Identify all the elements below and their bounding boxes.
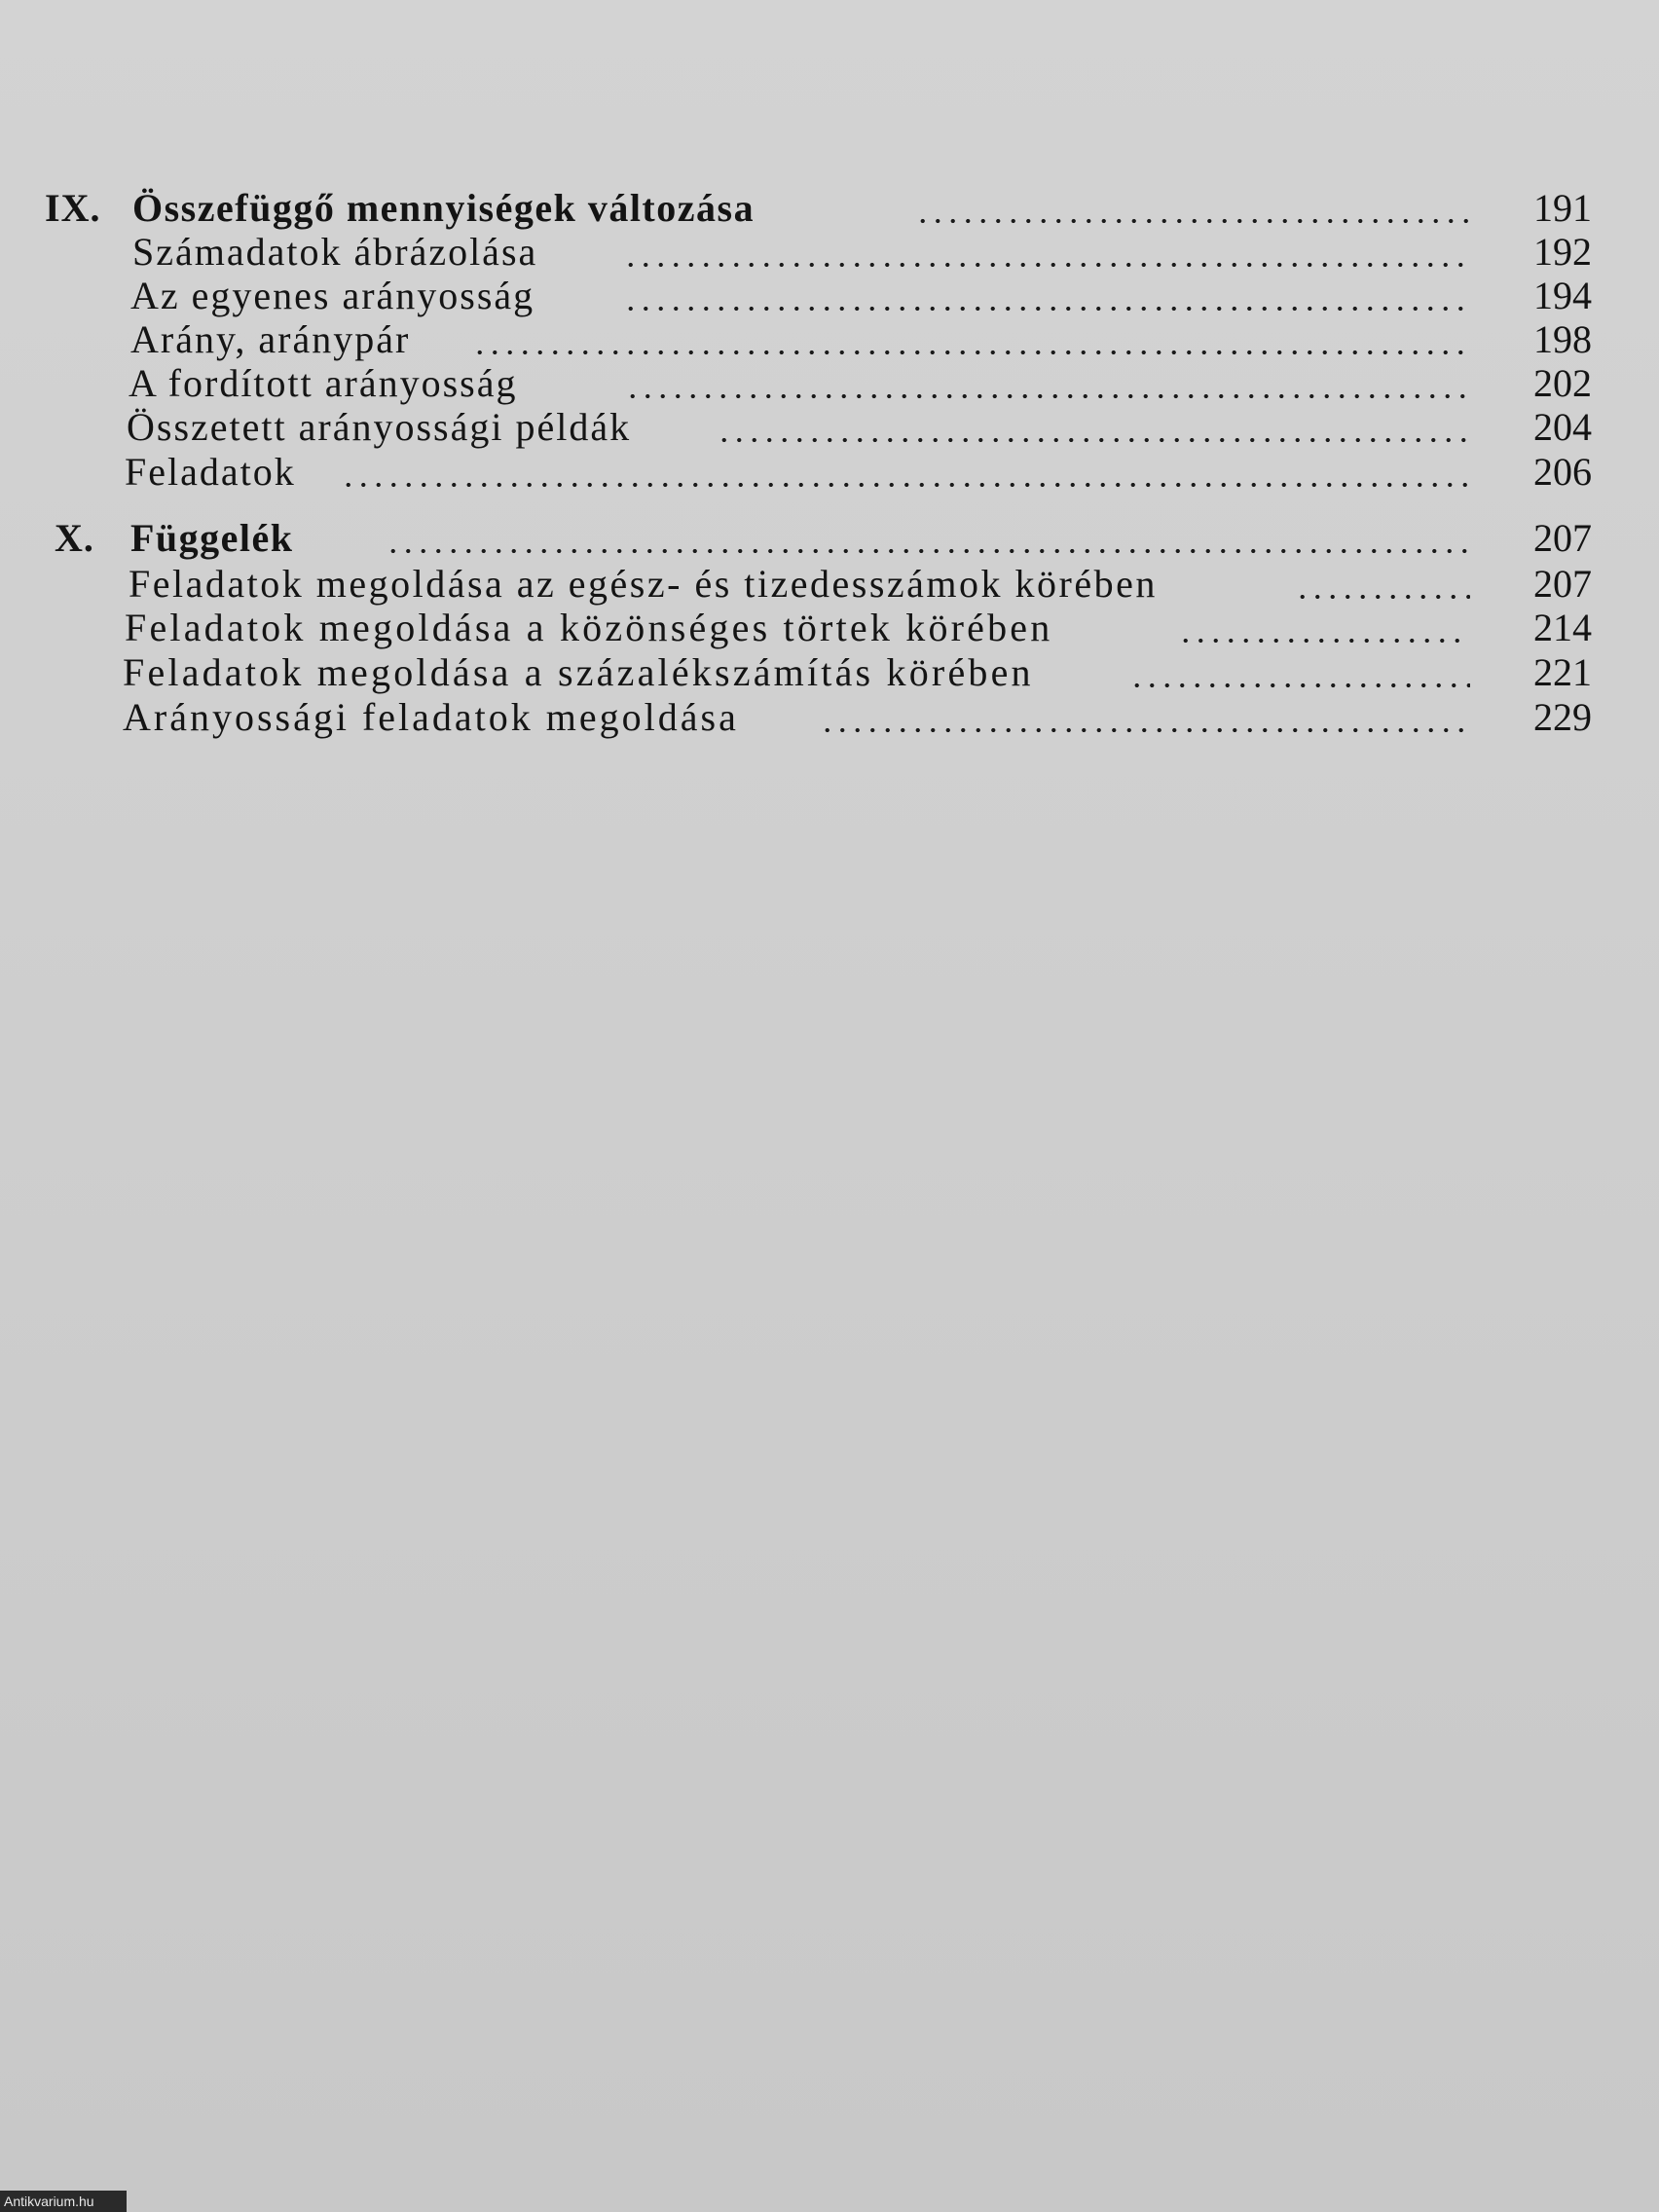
page-number: 207 — [1533, 562, 1592, 606]
entry-title: Arányossági feladatok megoldása — [123, 695, 739, 739]
toc-entry — [0, 606, 1659, 650]
section-title: Összefüggő mennyiségek változása — [132, 186, 756, 230]
page-number: 204 — [1533, 405, 1592, 449]
page-number: 198 — [1533, 317, 1592, 361]
page-number: 229 — [1533, 695, 1592, 739]
toc-entry — [0, 405, 1659, 450]
toc-entry — [0, 317, 1659, 362]
entry-title: Feladatok megoldása a százalékszámítás körében — [123, 650, 1034, 694]
watermark: Antikvarium.hu — [0, 2191, 127, 2212]
page-number: 192 — [1533, 230, 1592, 274]
entry-title: Feladatok megoldása a közönséges törtek körében — [125, 606, 1053, 649]
dot-leader — [717, 436, 1470, 444]
toc-entry — [0, 695, 1659, 740]
dot-leader — [625, 392, 1470, 400]
dot-leader — [623, 261, 1470, 269]
entry-title: Összetett arányossági példák — [127, 405, 632, 449]
page-number: 207 — [1533, 516, 1592, 560]
section-title: Függelék — [130, 516, 294, 560]
dot-leader — [472, 349, 1470, 356]
dot-leader — [623, 305, 1470, 313]
dot-leader — [1295, 593, 1470, 601]
page-number: 221 — [1533, 650, 1592, 694]
entry-title: Feladatok — [125, 450, 296, 494]
entry-title: A fordított arányosság — [129, 361, 518, 405]
section-number: IX. — [45, 186, 101, 230]
toc-section-heading — [0, 186, 1659, 231]
entry-title: Számadatok ábrázolása — [132, 230, 538, 274]
page-number: 194 — [1533, 274, 1592, 317]
page-number: 214 — [1533, 606, 1592, 649]
dot-leader — [1129, 682, 1470, 689]
toc-entry — [0, 650, 1659, 695]
dot-leader — [341, 481, 1470, 489]
page-number: 191 — [1533, 186, 1592, 230]
toc-entry — [0, 562, 1659, 607]
toc-section-heading — [0, 516, 1659, 561]
dot-leader — [820, 726, 1470, 734]
dot-leader — [1178, 637, 1470, 645]
page-number: 202 — [1533, 361, 1592, 405]
section-number: X. — [55, 516, 94, 560]
dot-leader — [915, 217, 1470, 225]
entry-title: Az egyenes arányosság — [130, 274, 535, 317]
toc-entry — [0, 450, 1659, 495]
toc-entry — [0, 230, 1659, 275]
dot-leader — [386, 547, 1470, 555]
toc-entry — [0, 361, 1659, 406]
entry-title: Feladatok megoldása az egész- és tizedesszámok körében — [129, 562, 1158, 606]
entry-title: Arány, aránypár — [130, 317, 411, 361]
page-number: 206 — [1533, 450, 1592, 494]
toc-entry — [0, 274, 1659, 318]
